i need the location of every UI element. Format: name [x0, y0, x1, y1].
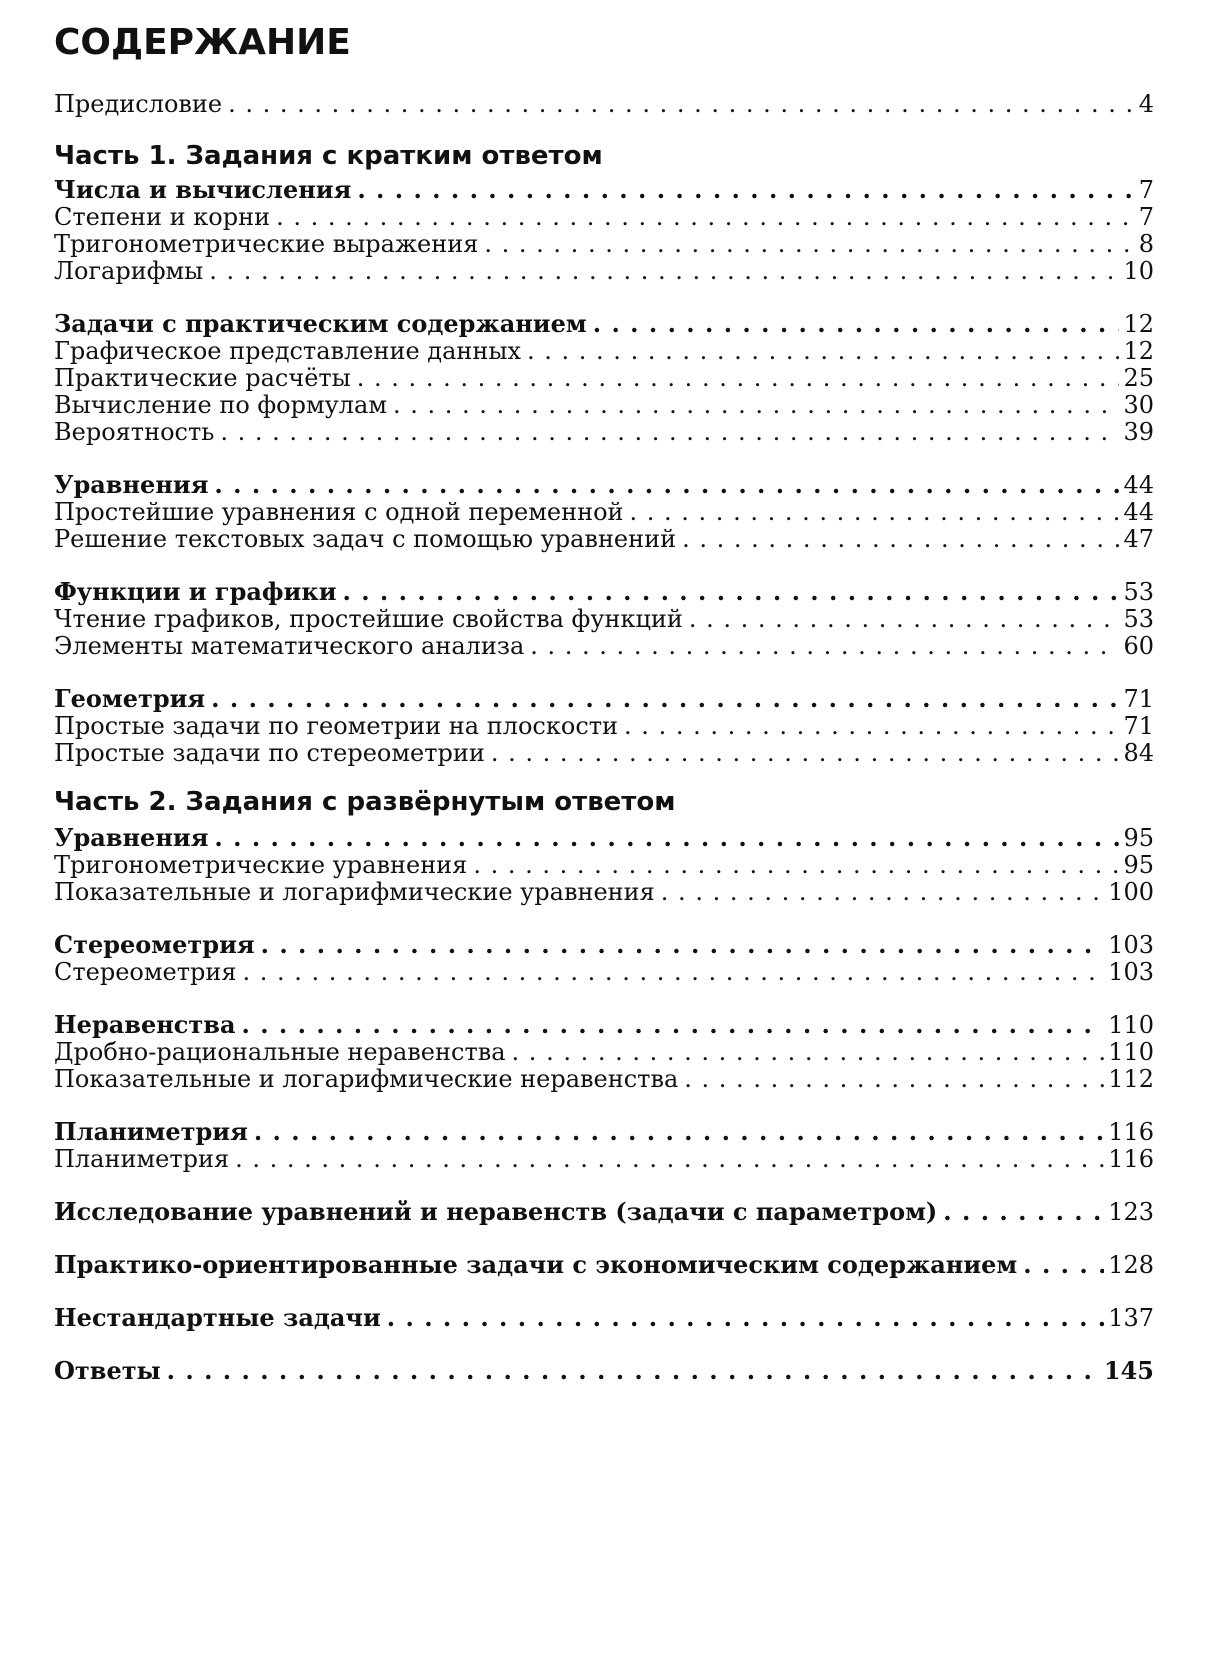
toc-section-page: 128: [1108, 1251, 1154, 1279]
toc-entry-label: Практические расчёты: [54, 364, 351, 392]
toc-section[interactable]: [54, 176, 1154, 204]
toc-entry-page: 44: [1123, 498, 1154, 526]
toc-entry-page: 12: [1123, 337, 1154, 365]
leader-dots: [261, 931, 1105, 959]
leader-dots: [228, 90, 1135, 118]
toc-entry[interactable]: [54, 632, 1154, 660]
toc-entry[interactable]: [54, 498, 1154, 526]
toc-section-page: 12: [1123, 310, 1154, 338]
toc-section-label: Неравенства: [54, 1010, 236, 1039]
leader-dots: [943, 1198, 1104, 1226]
toc-entry-label: Дробно-рациональные неравенства: [54, 1038, 506, 1066]
toc-entry-page: 112: [1108, 1065, 1154, 1093]
toc-section-label: Уравнения: [54, 823, 209, 852]
toc-entry-label: Вероятность: [54, 418, 215, 446]
toc-entry-label: Тригонометрические выражения: [54, 230, 479, 258]
leader-dots: [484, 230, 1134, 258]
part-1-heading: Часть 1. Задания с кратким ответом: [54, 141, 603, 171]
toc-entry[interactable]: [54, 739, 1154, 767]
toc-section[interactable]: [54, 931, 1154, 959]
toc-section-label: Стереометрия: [54, 930, 255, 959]
toc-entry-label: Графическое представление данных: [54, 337, 522, 365]
toc-entry-preface[interactable]: [54, 90, 1154, 118]
leader-dots: [1023, 1251, 1104, 1279]
toc-entry[interactable]: [54, 391, 1154, 419]
toc-entry[interactable]: [54, 364, 1154, 392]
toc-entry-label: Показательные и логарифмические уравнения: [54, 878, 655, 906]
toc-section-label: Уравнения: [54, 470, 209, 499]
leader-dots: [357, 176, 1134, 204]
toc-entry-page: 8: [1138, 230, 1154, 258]
toc-entry-label: Стереометрия: [54, 958, 237, 986]
part-2-heading: Часть 2. Задания с развёрнутым ответом: [54, 787, 676, 817]
toc-section-page: 95: [1123, 824, 1154, 852]
toc-section[interactable]: [54, 1118, 1154, 1146]
toc-entry[interactable]: [54, 525, 1154, 553]
toc-entry-page: 25: [1123, 364, 1154, 392]
leader-dots: [343, 578, 1120, 606]
toc-entry-label: Простые задачи по геометрии на плоскости: [54, 712, 619, 740]
toc-section-page: 137: [1108, 1304, 1154, 1332]
toc-entry[interactable]: [54, 257, 1154, 285]
toc-section-page: 44: [1123, 471, 1154, 499]
leader-dots: [473, 851, 1119, 879]
toc-entry[interactable]: [54, 712, 1154, 740]
toc-entry-page: 30: [1123, 391, 1154, 419]
toc-entry-label: Показательные и логарифмические неравенства: [54, 1065, 679, 1093]
toc-section-answers[interactable]: [54, 1357, 1154, 1385]
leader-dots: [387, 1304, 1104, 1332]
leader-dots: [235, 1145, 1104, 1173]
toc-entry-label: Вычисление по формулам: [54, 391, 387, 419]
toc-entry[interactable]: [54, 1065, 1154, 1093]
leader-dots: [682, 525, 1119, 553]
toc-entry[interactable]: [54, 230, 1154, 258]
toc-section[interactable]: [54, 1198, 1154, 1226]
leader-dots: [167, 1357, 1100, 1385]
toc-section[interactable]: [54, 824, 1154, 852]
leader-dots: [593, 310, 1120, 338]
toc-section[interactable]: [54, 471, 1154, 499]
toc-section-label: Числа и вычисления: [54, 175, 352, 204]
toc-entry-page: 116: [1108, 1145, 1154, 1173]
toc-entry[interactable]: [54, 337, 1154, 365]
toc-entry-label: Планиметрия: [54, 1145, 230, 1173]
toc-section-page: 123: [1108, 1198, 1154, 1226]
toc-entry-page: 4: [1138, 90, 1154, 118]
toc-section-label: Исследование уравнений и неравенств (задачи с параметром): [54, 1197, 938, 1226]
leader-dots: [254, 1118, 1104, 1146]
toc-section[interactable]: [54, 1304, 1154, 1332]
toc-section-page: 110: [1108, 1011, 1154, 1039]
toc-entry-label: Предисловие: [54, 90, 223, 118]
page-title: СОДЕРЖАНИЕ: [54, 22, 351, 63]
toc-entry[interactable]: [54, 203, 1154, 231]
leader-dots: [530, 632, 1119, 660]
toc-section[interactable]: [54, 310, 1154, 338]
leader-dots: [242, 1011, 1105, 1039]
toc-entry-page: 103: [1108, 958, 1154, 986]
leader-dots: [209, 257, 1119, 285]
toc-entry[interactable]: [54, 1145, 1154, 1173]
leader-dots: [393, 391, 1119, 419]
toc-section-label: Практико-ориентированные задачи с экономическим содержанием: [54, 1250, 1018, 1279]
leader-dots: [220, 418, 1119, 446]
toc-section-page: 145: [1103, 1356, 1154, 1385]
toc-entry[interactable]: [54, 958, 1154, 986]
toc-entry-label: Простые задачи по стереометрии: [54, 739, 485, 767]
toc-entry-page: 100: [1108, 878, 1154, 906]
toc-entry[interactable]: [54, 605, 1154, 633]
toc-entry-label: Логарифмы: [54, 257, 204, 285]
leader-dots: [211, 685, 1119, 713]
toc-section-label: Геометрия: [54, 684, 206, 713]
toc-entry-label: Тригонометрические уравнения: [54, 851, 468, 879]
toc-entry[interactable]: [54, 878, 1154, 906]
toc-entry-page: 47: [1123, 525, 1154, 553]
toc-entry[interactable]: [54, 1038, 1154, 1066]
toc-section-label: Функции и графики: [54, 577, 337, 606]
leader-dots: [491, 739, 1120, 767]
toc-entry-label: Степени и корни: [54, 203, 271, 231]
toc-section[interactable]: [54, 1011, 1154, 1039]
toc-entry[interactable]: [54, 418, 1154, 446]
leader-dots: [214, 824, 1119, 852]
toc-entry-page: 95: [1123, 851, 1154, 879]
leader-dots: [661, 878, 1104, 906]
toc-section-page: 116: [1108, 1118, 1154, 1146]
leader-dots: [689, 605, 1120, 633]
toc-section-page: 7: [1138, 176, 1154, 204]
toc-section[interactable]: [54, 578, 1154, 606]
toc-section[interactable]: [54, 685, 1154, 713]
leader-dots: [624, 712, 1119, 740]
toc-entry-label: Решение текстовых задач с помощью уравнений: [54, 525, 677, 553]
leader-dots: [684, 1065, 1104, 1093]
toc-entry-label: Чтение графиков, простейшие свойства функций: [54, 605, 683, 633]
toc-section-label: Планиметрия: [54, 1117, 248, 1146]
toc-entry-page: 39: [1123, 418, 1154, 446]
leader-dots: [276, 203, 1135, 231]
toc-entry-page: 53: [1123, 605, 1154, 633]
leader-dots: [357, 364, 1120, 392]
toc-section-label: Нестандартные задачи: [54, 1303, 381, 1332]
toc-entry-page: 7: [1138, 203, 1154, 231]
toc-entry-page: 84: [1123, 739, 1154, 767]
leader-dots: [630, 498, 1120, 526]
toc-entry-page: 110: [1108, 1038, 1154, 1066]
toc-entry[interactable]: [54, 851, 1154, 879]
toc-entry-label: Простейшие уравнения с одной переменной: [54, 498, 624, 526]
leader-dots: [214, 471, 1119, 499]
toc-section-page: 103: [1108, 931, 1154, 959]
toc-entry-page: 60: [1123, 632, 1154, 660]
toc-entry-page: 71: [1123, 712, 1154, 740]
toc-section-page: 53: [1123, 578, 1154, 606]
toc-entry-label: Элементы математического анализа: [54, 632, 525, 660]
leader-dots: [512, 1038, 1105, 1066]
leader-dots: [243, 958, 1105, 986]
toc-section[interactable]: [54, 1251, 1154, 1279]
toc-section-page: 71: [1123, 685, 1154, 713]
toc-section-label: Ответы: [54, 1356, 161, 1385]
toc-entry-page: 10: [1123, 257, 1154, 285]
toc-section-label: Задачи с практическим содержанием: [54, 309, 587, 338]
leader-dots: [527, 337, 1119, 365]
